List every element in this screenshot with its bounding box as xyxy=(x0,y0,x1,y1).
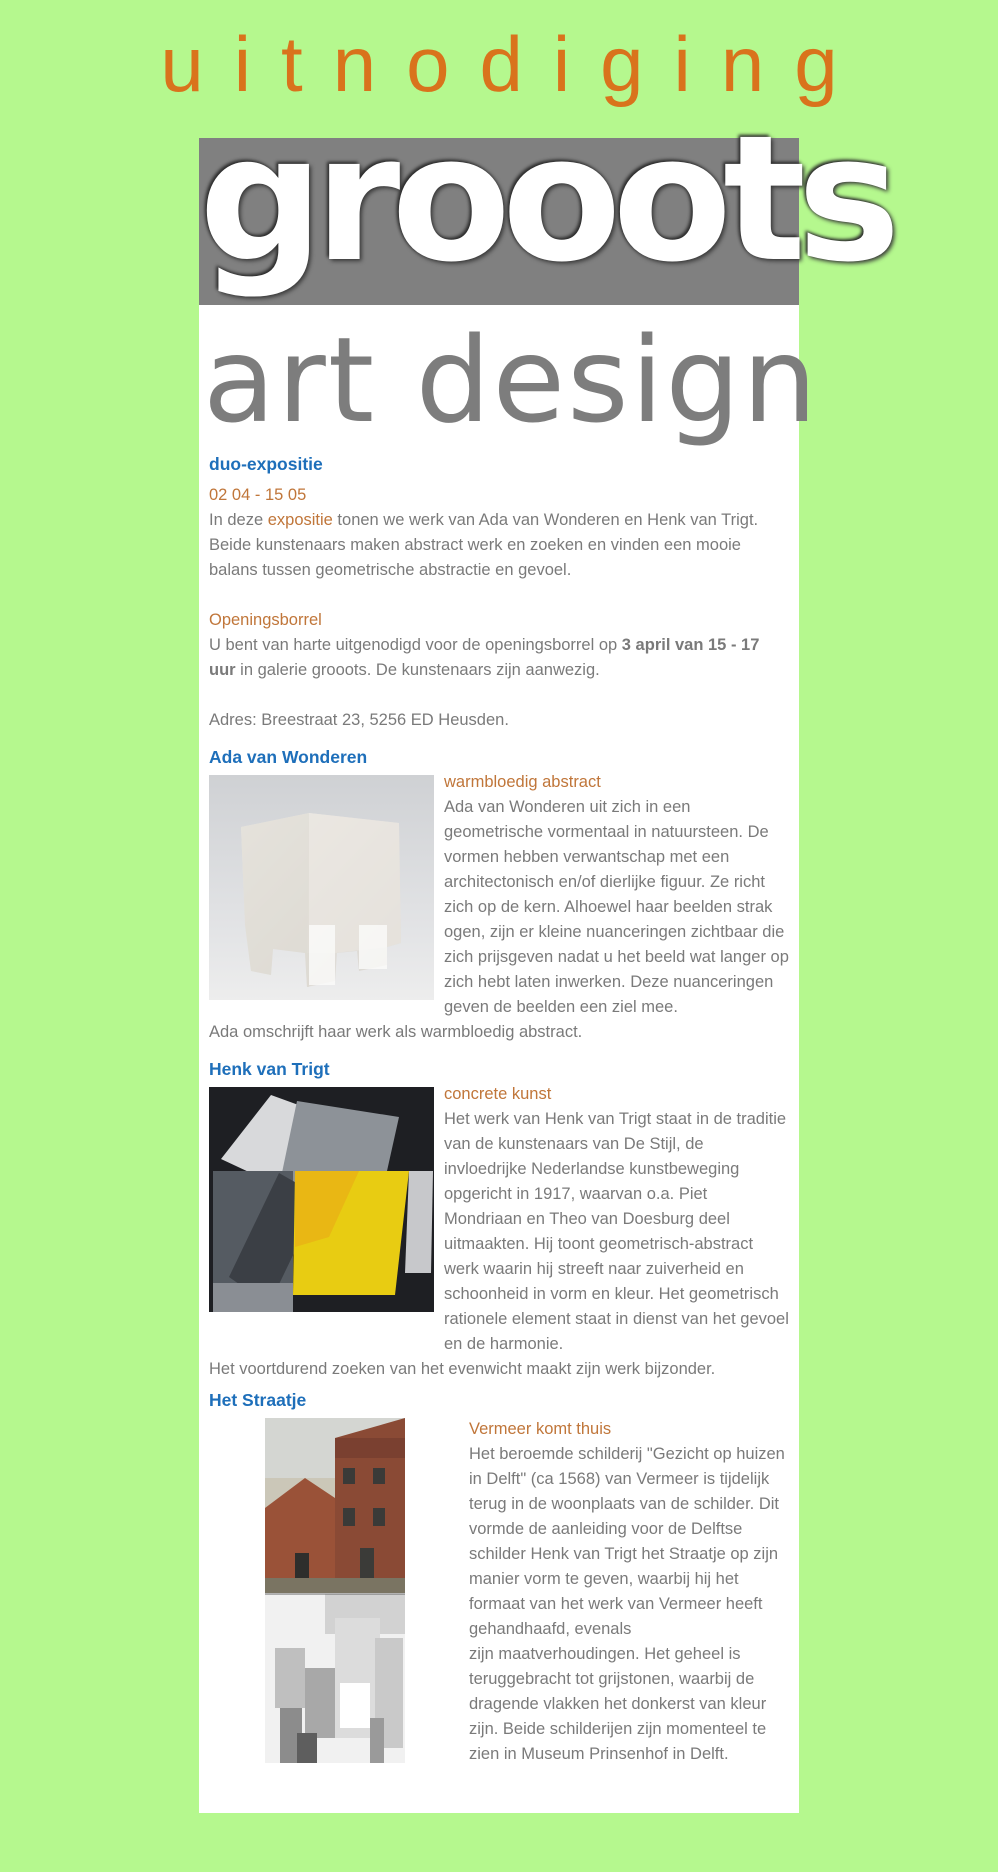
ada-subtitle: warmbloedig abstract xyxy=(444,773,601,791)
logo-banner xyxy=(199,98,892,305)
henk-section xyxy=(209,1082,789,1357)
page-title: uitnodiging xyxy=(160,20,868,108)
expo-intro: In deze expositie tonen we werk van Ada van Wonderen en Henk van Trigt. Beide kunstenaars maken abstract werk en zoeken en vinden een mooie balans tussen geometrische abstractie en gevoel. xyxy=(209,511,759,579)
opening-title: Openingsborrel xyxy=(209,611,322,629)
ada-sculpture-image xyxy=(209,775,434,1000)
content xyxy=(199,452,799,1767)
ada-text: Ada van Wonderen uit zich in een geometrische vormentaal in natuursteen. De vormen hebben verwantschap met een architectonisch en/of dierlijke figuur. Ze richt zich op de kern. Alhoewel haar beelden strak ogen, zijn er kleine nuanceringen zichtbaar die zich prijsgeven nadat u het beeld wat langer op zich hebt laten inwerken. Deze nuanceringen geven de beelden een ziel mee. xyxy=(444,798,789,1016)
straatje-section xyxy=(209,1413,789,1767)
address: Adres: Breestraat 23, 5256 ED Heusden. xyxy=(209,711,509,729)
invitation-card xyxy=(199,98,892,1813)
ada-closing: Ada omschrijft haar werk als warmbloedig abstract. xyxy=(209,1023,583,1041)
logo-wordmark: grooots xyxy=(199,98,892,301)
straatje-text-b: zijn maatverhoudingen. Het geheel is teruggebracht tot grijstonen, waarbij de dragende vlakken het donkerst van kleur zijn. Beide schilderijen zijn momenteel te zien in Museum Prinsenhof in Delft. xyxy=(469,1645,767,1763)
henk-heading: Henk van Trigt xyxy=(209,1059,330,1079)
expo-dates: 02 04 - 15 05 xyxy=(209,486,307,504)
henk-closing: Het voortdurend zoeken van het evenwicht maakt zijn werk bijzonder. xyxy=(209,1360,716,1378)
expo-link[interactable]: expositie xyxy=(267,511,333,529)
straatje-paintings-image xyxy=(265,1418,405,1763)
ada-section xyxy=(209,770,789,1020)
henk-subtitle: concrete kunst xyxy=(444,1085,552,1103)
henk-artwork-image xyxy=(209,1087,434,1312)
straatje-text-a: Het beroemde schilderij "Gezicht op huizen in Delft" (ca 1568) van Vermeer is tijdelijk terug in de woonplaats van de schilder. Dit vormde de aanleiding voor de Delftse schilder Henk van Trigt het Straatje op zijn manier vorm te geven, waarbij hij het formaat van het werk van Vermeer heeft gehandhaafd, evenals xyxy=(469,1445,785,1638)
tagline: art design xyxy=(203,311,820,449)
tagline-wrap xyxy=(199,305,820,455)
opening-text: U bent van harte uitgenodigd voor de openingsborrel op 3 april van 15 - 17 uur in galerie grooots. De kunstenaars zijn aanwezig. xyxy=(209,636,760,679)
henk-text: Het werk van Henk van Trigt staat in de traditie van de kunstenaars van De Stijl, de invloedrijke Nederlandse kunstbeweging opgericht in 1917, waarvan o.a. Piet Mondriaan en Theo van Doesburg deel uitmaakten. Hij toont geometrisch-abstract werk waarin hij streeft naar zuiverheid en schoonheid in vorm en kleur. Het geometrisch rationele element staat in dienst van het gevoel en de harmonie. xyxy=(444,1110,789,1353)
straatje-subtitle: Vermeer komt thuis xyxy=(469,1420,612,1438)
expo-heading: duo-expositie xyxy=(209,454,323,474)
ada-heading: Ada van Wonderen xyxy=(209,747,368,767)
straatje-heading: Het Straatje xyxy=(209,1390,307,1410)
